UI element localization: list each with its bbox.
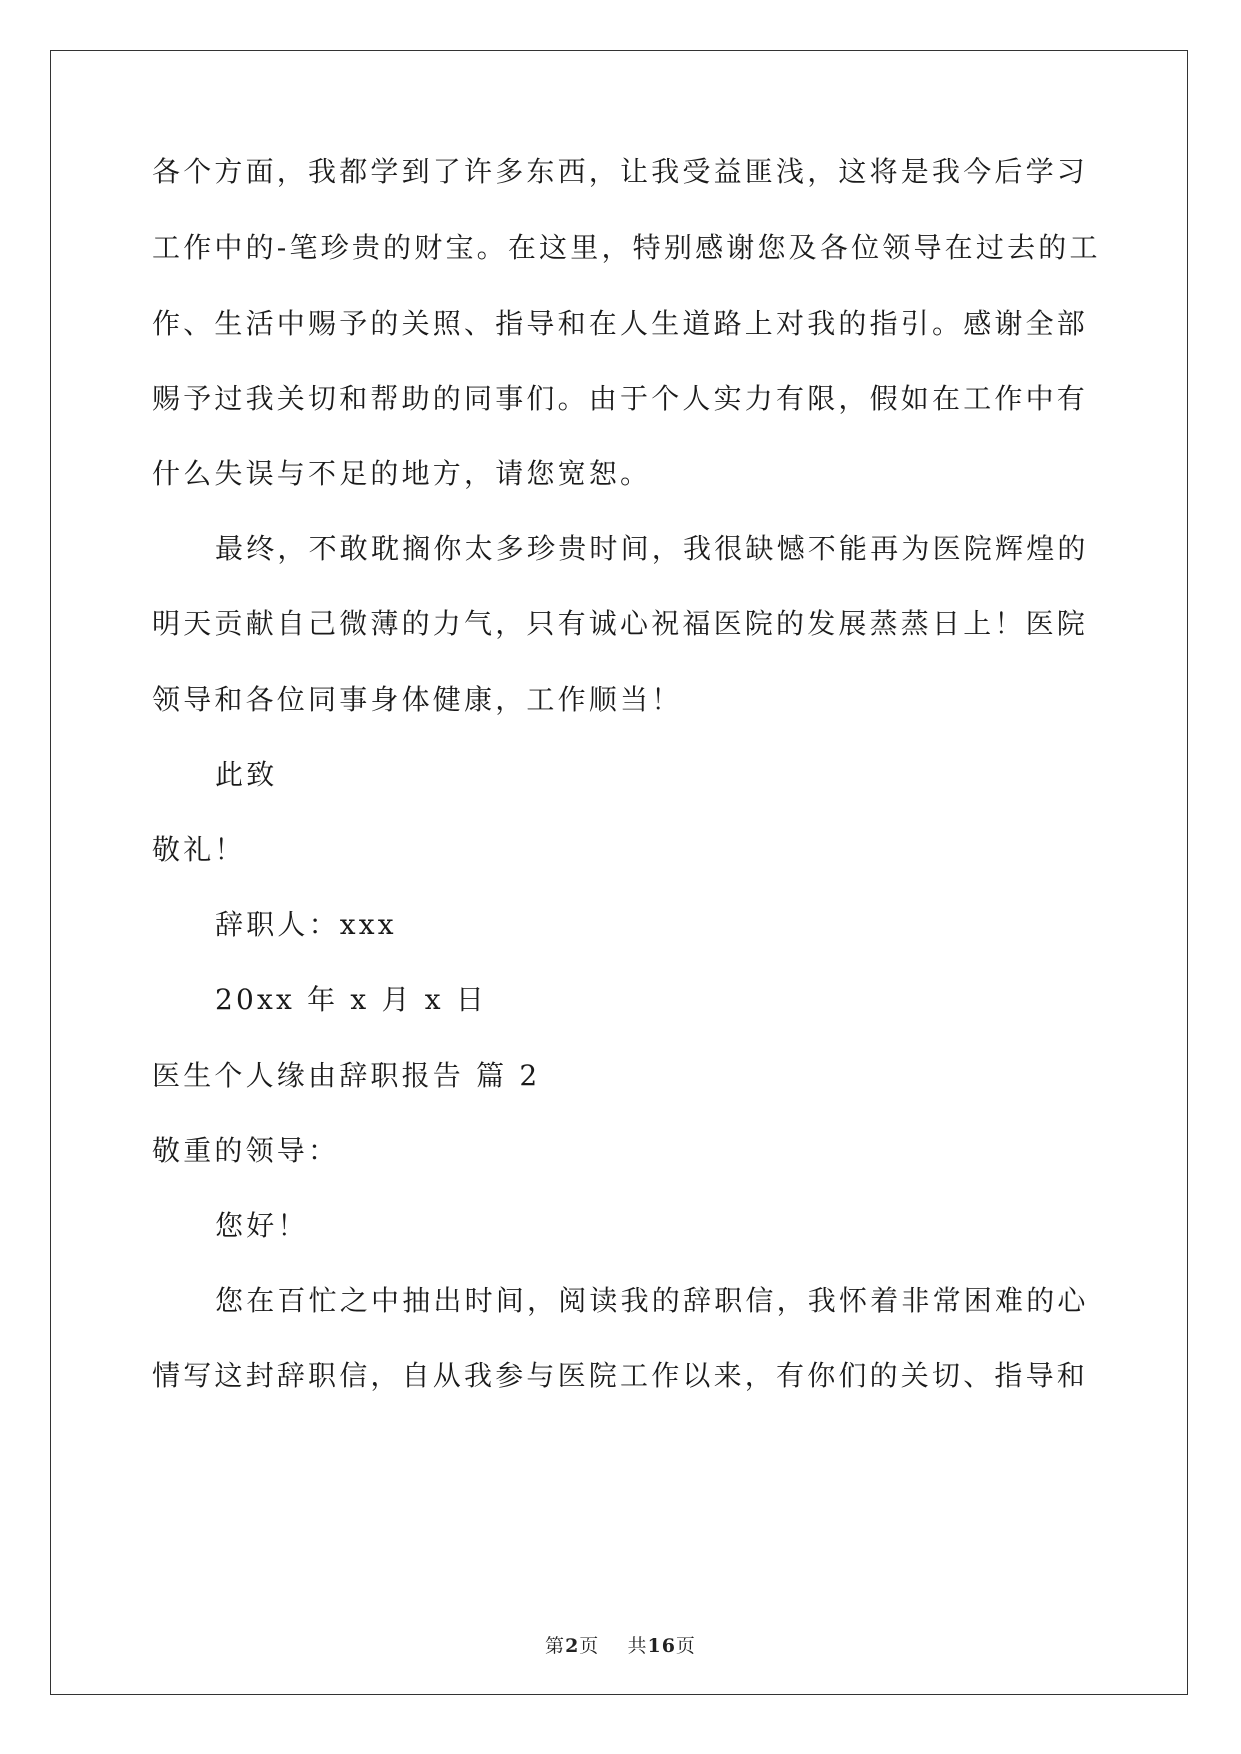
- section-heading: 医生个人缘由辞职报告 篇 2: [152, 1059, 541, 1092]
- paragraph-line: 最终，不敢耽搁你太多珍贵时间，我很缺憾不能再为医院辉煌的: [215, 532, 1089, 565]
- paragraph-line: 情写这封辞职信，自从我参与医院工作以来，有你们的关切、指导和: [152, 1359, 1089, 1392]
- closing-line: 此致: [215, 758, 278, 791]
- page-border: [50, 50, 1188, 1695]
- footer-current-page: 2: [565, 1635, 580, 1657]
- page-number-footer: [0, 1631, 1241, 1658]
- paragraph-line: 作、生活中赐予的关照、指导和在人生道路上对我的指引。感谢全部: [152, 307, 1089, 340]
- signature-line: 辞职人：xxx: [215, 908, 397, 941]
- date-line: 20xx 年 x 月 x 日: [215, 983, 488, 1016]
- paragraph-line: 明天贡献自己微薄的力气，只有诚心祝福医院的发展蒸蒸日上！医院: [152, 607, 1089, 640]
- paragraph-line: 什么失误与不足的地方，请您宽恕。: [152, 457, 652, 490]
- footer-total-pages: 16: [647, 1635, 676, 1657]
- paragraph-line: 各个方面，我都学到了许多东西，让我受益匪浅，这将是我今后学习: [152, 155, 1089, 188]
- footer-suffix: 页: [675, 1635, 696, 1657]
- paragraph-line: 领导和各位同事身体健康，工作顺当！: [152, 683, 683, 716]
- greeting-line: 敬重的领导：: [152, 1134, 340, 1167]
- paragraph-line: 工作中的-笔珍贵的财宝。在这里，特别感谢您及各位领导在过去的工: [152, 231, 1101, 264]
- greeting-line: 您好！: [215, 1209, 309, 1242]
- paragraph-line: 赐予过我关切和帮助的同事们。由于个人实力有限，假如在工作中有: [152, 382, 1089, 415]
- salutation-line: 敬礼！: [152, 833, 246, 866]
- footer-mid: 页 共: [579, 1635, 648, 1657]
- footer-prefix: 第: [545, 1635, 566, 1657]
- paragraph-line: 您在百忙之中抽出时间，阅读我的辞职信，我怀着非常困难的心: [215, 1284, 1089, 1317]
